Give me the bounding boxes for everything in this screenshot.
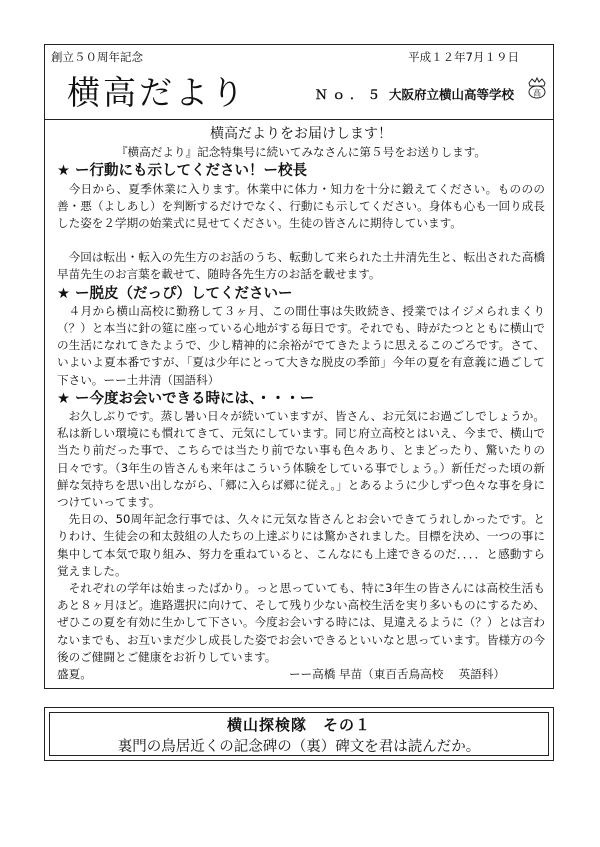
masthead (44, 44, 554, 120)
explorer-box (44, 707, 554, 761)
emblem-text: 高 (533, 88, 541, 98)
main-article-box (44, 120, 554, 689)
intro-text: 『横高だより』記念特集号に続いてみなさんに第５号をお送りします。 (115, 145, 487, 160)
newsletter-title: 横高だより (67, 73, 247, 112)
takahashi-paragraph-2: 先日の、50周年記念行事では、久々に元気な皆さんとお会いできてうれしかったです。とりわけ、生徒会の和太鼓組の人たちの上達ぶりには驚かされました。目標を決め、一つの事に集中して本気で取り組み、努力を重ねていると、こんなにも上達できるのだ．．．．と感動すら覚えました。 (57, 512, 545, 578)
doi-message: ４月から横山高校に勤務して３ヶ月、この間仕事は失敗続き、授業ではイジメられまくり（？）と本当に針の筵に座っている心地がする毎日です。それでも、時がたつとともに横山での生活になれてきたようで、少し精神的に余裕がでてきたように思えるこのごろです。さて、いよいよ夏本番ですが、「夏は少年にとって大きな脱皮の季節」今年の夏を有意義に過ごして下さい。ーー土井清（国語科） (57, 303, 545, 387)
closing-greeting: 盛夏。 (57, 667, 92, 682)
issue-date: 平成１２年7月１９日 (408, 50, 519, 64)
doi-heading: ★ ー脱皮（だっぴ）してくださいー (57, 285, 293, 302)
explorer-question: 裏門の鳥居近くの記念碑の（裏）碑文を君は読んだか。 (117, 739, 481, 755)
school-name: 大阪府立横山高等学校 (389, 87, 515, 102)
spacer (57, 232, 545, 249)
intro-heading: 横高だよりをお届けします！ (210, 126, 392, 142)
principal-heading: ★ ー行動にも示してください！ー校長 (57, 163, 308, 180)
takahashi-paragraph-1: お久しぶりです。蒸し暑い日々が続いていますが、皆さん、お元気にお過ごしでしょうか。私は新しい環境にも慣れてきて、元気にしています。同じ府立高校とはいえ、今まで、横山で当たり前だった事で、こちらでは当たり前でない事も色々あり、とまどったり、驚いたりの日々です。（3年生の皆さんも来年はこういう体験をしている事でしょう。）新任だった頃の新鮮な気持ちを思い出しながら、「郷に入らば郷に従え。」とあるように少しずつ色々な事を身につけていってます。 (57, 409, 545, 510)
explorer-title: 横山探検隊 その１ (226, 716, 371, 734)
issue-number: Ｎｏ．５ (315, 87, 386, 102)
takahashi-heading: ★ ー今度お会いできる時には、・・・ー (57, 390, 315, 407)
closing-line (57, 666, 545, 683)
explorer-inner-frame (49, 712, 549, 756)
transfer-notice: 今回は転出・転入の先生方のお話のうち、転動して来られた土井清先生と、転出された高橋早苗先生のお言葉を載せて、随時各先生方のお話を載せます。 (57, 250, 545, 282)
takahashi-paragraph-3: それぞれの学年は始まったばかり。っと思っていても、特に3年生の皆さんには高校生活もあと８ヶ月ほど。進路選択に向けて、そして残り少ない高校生活を実り多いものにするため、ぜひこの夏を有効に生かして下さい。今度お会いする時には、見違えるように（？）とは言わないまでも、お互いまだ少し成長した姿でお会いできるといいなと思っています。皆様方の今後のご健闘とご健康をお祈りしています。 (57, 581, 545, 664)
article-content (57, 124, 545, 683)
school-emblem-icon (527, 77, 547, 99)
principal-message: 今日から、夏季休業に入ります。休業中に体力・知力を十分に鍛えてください。もののの善・悪（よしあし）を判断するだけでなく、行動にも示してください。身体も心も一回り成長した姿を２学期の始業式に見せてください。生徒の皆さんに期待しています。 (57, 181, 545, 231)
anniversary-label: 創立５０周年記念 (51, 50, 143, 64)
signature: ーー高橋 早苗（東百舌鳥高校 英語科） (288, 667, 505, 682)
